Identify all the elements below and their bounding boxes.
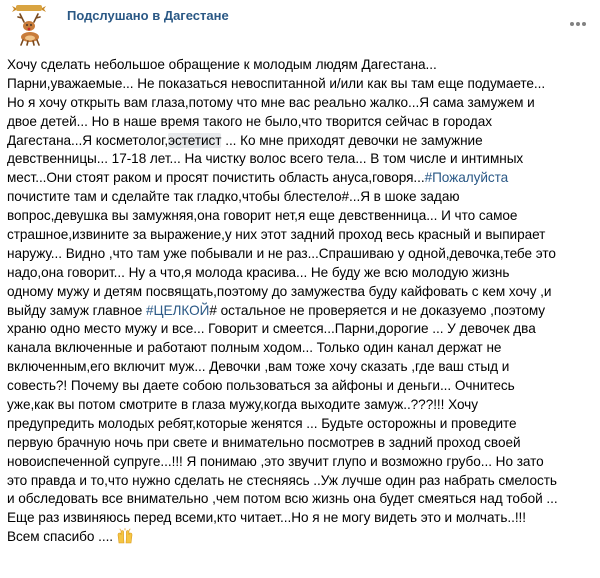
- post-text-segment: одному мужу и детям посвящать,поэтому до замужества буду кайфовать с кем хочу ,и: [7, 283, 552, 299]
- post-line: [7, 320, 599, 339]
- post-text-segment: двое детей... Но в наше время такого не было,что творится сейчас в городах: [7, 113, 492, 129]
- post-text-segment: храню одно место мужу и все... Говорит и смеется...Парни,дорогие ... У девочек два: [7, 321, 536, 337]
- post-text-segment: Еще раз извиняюсь перед всеми,кто читает...Но я не могу видеть это и молчать..!!!: [7, 510, 527, 526]
- post-text-segment: вопрос,девушка вы замужняя,она говорит нет,я еще девственница... И что самое: [7, 208, 518, 224]
- highlighted-word: эстетист: [168, 132, 222, 148]
- post-line: [7, 188, 599, 207]
- post-line: [7, 415, 599, 434]
- post-text-segment: совесть?! Почему вы даете собою пользоваться за айфоны и деньги... Очнитесь: [7, 378, 515, 394]
- post-line: [7, 113, 599, 132]
- post-line: [7, 264, 599, 283]
- post-text: [7, 56, 599, 547]
- post-text-segment: Парни,уважаемые... Не показаться невоспитанной и/или как вы там еще подумаете...: [7, 75, 546, 91]
- post-text-segment: почистите там и сделайте так гладко,чтобы блестело#...Я в шоке задаю: [7, 189, 460, 205]
- post-text-segment: надо,она говорит... Ну а что,я молода красива... Не буду же всю молодую жизнь: [7, 264, 510, 280]
- post-text-segment: это правда и то,что нужно сделать не стесняясь ..Уж лучше один раз набрать смелость: [7, 472, 557, 488]
- more-dots-icon[interactable]: [568, 16, 588, 26]
- post-line: [7, 207, 599, 226]
- post-line: [7, 377, 599, 396]
- post-line: [7, 56, 599, 75]
- group-name-link[interactable]: Подслушано в Дагестане: [67, 8, 229, 23]
- post-line: [7, 358, 599, 377]
- post-line: [7, 453, 599, 472]
- post-text-segment: девственницы... 17-18 лет... На чистку волос всего тела... В том числе и интимных: [7, 151, 524, 167]
- post-line: [7, 150, 599, 169]
- post-line: [7, 245, 599, 264]
- post-text-segment: и обследовать все внимательно ,чем потом всю жизнь она будет смеяться над тобой ...: [7, 491, 558, 507]
- post-header: [0, 0, 600, 50]
- post-line: [7, 283, 599, 302]
- reindeer-logo-icon[interactable]: [10, 2, 48, 46]
- post-line: [7, 434, 599, 453]
- post-text-segment: первую брачную ночь при свете и внимательно посмотрев в задний проход своей: [7, 434, 521, 450]
- post-text-segment: Хочу сделать небольшое обращение к молодым людям Дагестана...: [7, 57, 437, 72]
- post-line: [7, 490, 599, 509]
- post-line: [7, 396, 599, 415]
- post-text-segment: # остальное не проверяется и не доказуемо ,поэтому: [209, 302, 546, 318]
- post-text-segment: наружу... Видно ,что там уже побывали и не раз...Спрашиваю у одной,девочка,тебе это: [7, 245, 556, 261]
- raised-hands-icon: [116, 528, 134, 544]
- post-text-segment: ... Ко мне приходят девочки не замужние: [221, 132, 483, 148]
- post-text-segment: Дагестана...Я косметолог,: [7, 132, 169, 148]
- hashtag-link[interactable]: #Пожалуйста: [424, 170, 509, 186]
- post-line: [7, 75, 599, 94]
- post-line: [7, 94, 599, 113]
- post-line: [7, 528, 599, 547]
- hashtag-link[interactable]: #ЦЕЛКОЙ: [145, 302, 210, 318]
- post-text-segment: выйду замуж главное: [7, 302, 146, 318]
- post-line: [7, 509, 599, 528]
- post-text-segment: страшное,извините за выражение,у них этот задний проход весь красный и выпирает: [7, 227, 546, 243]
- post-line: [7, 472, 599, 491]
- post-line: [7, 339, 599, 358]
- post-text-segment: канала включенные и работают полным ходом... Только один канал держат не: [7, 340, 502, 356]
- post-line: [7, 169, 599, 188]
- post-text-segment: включенным,его включит муж... Девочки ,вам тоже хочу сказать ,где ваш стыд и: [7, 359, 510, 375]
- post-text-segment: Всем спасибо ....: [7, 529, 114, 545]
- post-text-segment: Но я хочу открыть вам глаза,потому что мне вас реально жалко...Я сама замужем и: [7, 94, 535, 110]
- post-line: [7, 132, 599, 151]
- post-text-segment: мест...Они стоят раком и просят почистить область ануса,говоря...: [7, 170, 425, 186]
- post-text-segment: предупредить молодых ребят,которые женятся ... Будьте осторожны и проведите: [7, 415, 517, 431]
- post-text-segment: уже,как вы потом смотрите в глаза мужу,когда выходите замуж..???!!! Хочу: [7, 397, 478, 413]
- post-line: [7, 302, 599, 321]
- post-text-segment: новоиспеченной супруге...!!! Я понимаю ,это звучит глупо и возможно грубо... Но зато: [7, 453, 544, 469]
- post-line: [7, 226, 599, 245]
